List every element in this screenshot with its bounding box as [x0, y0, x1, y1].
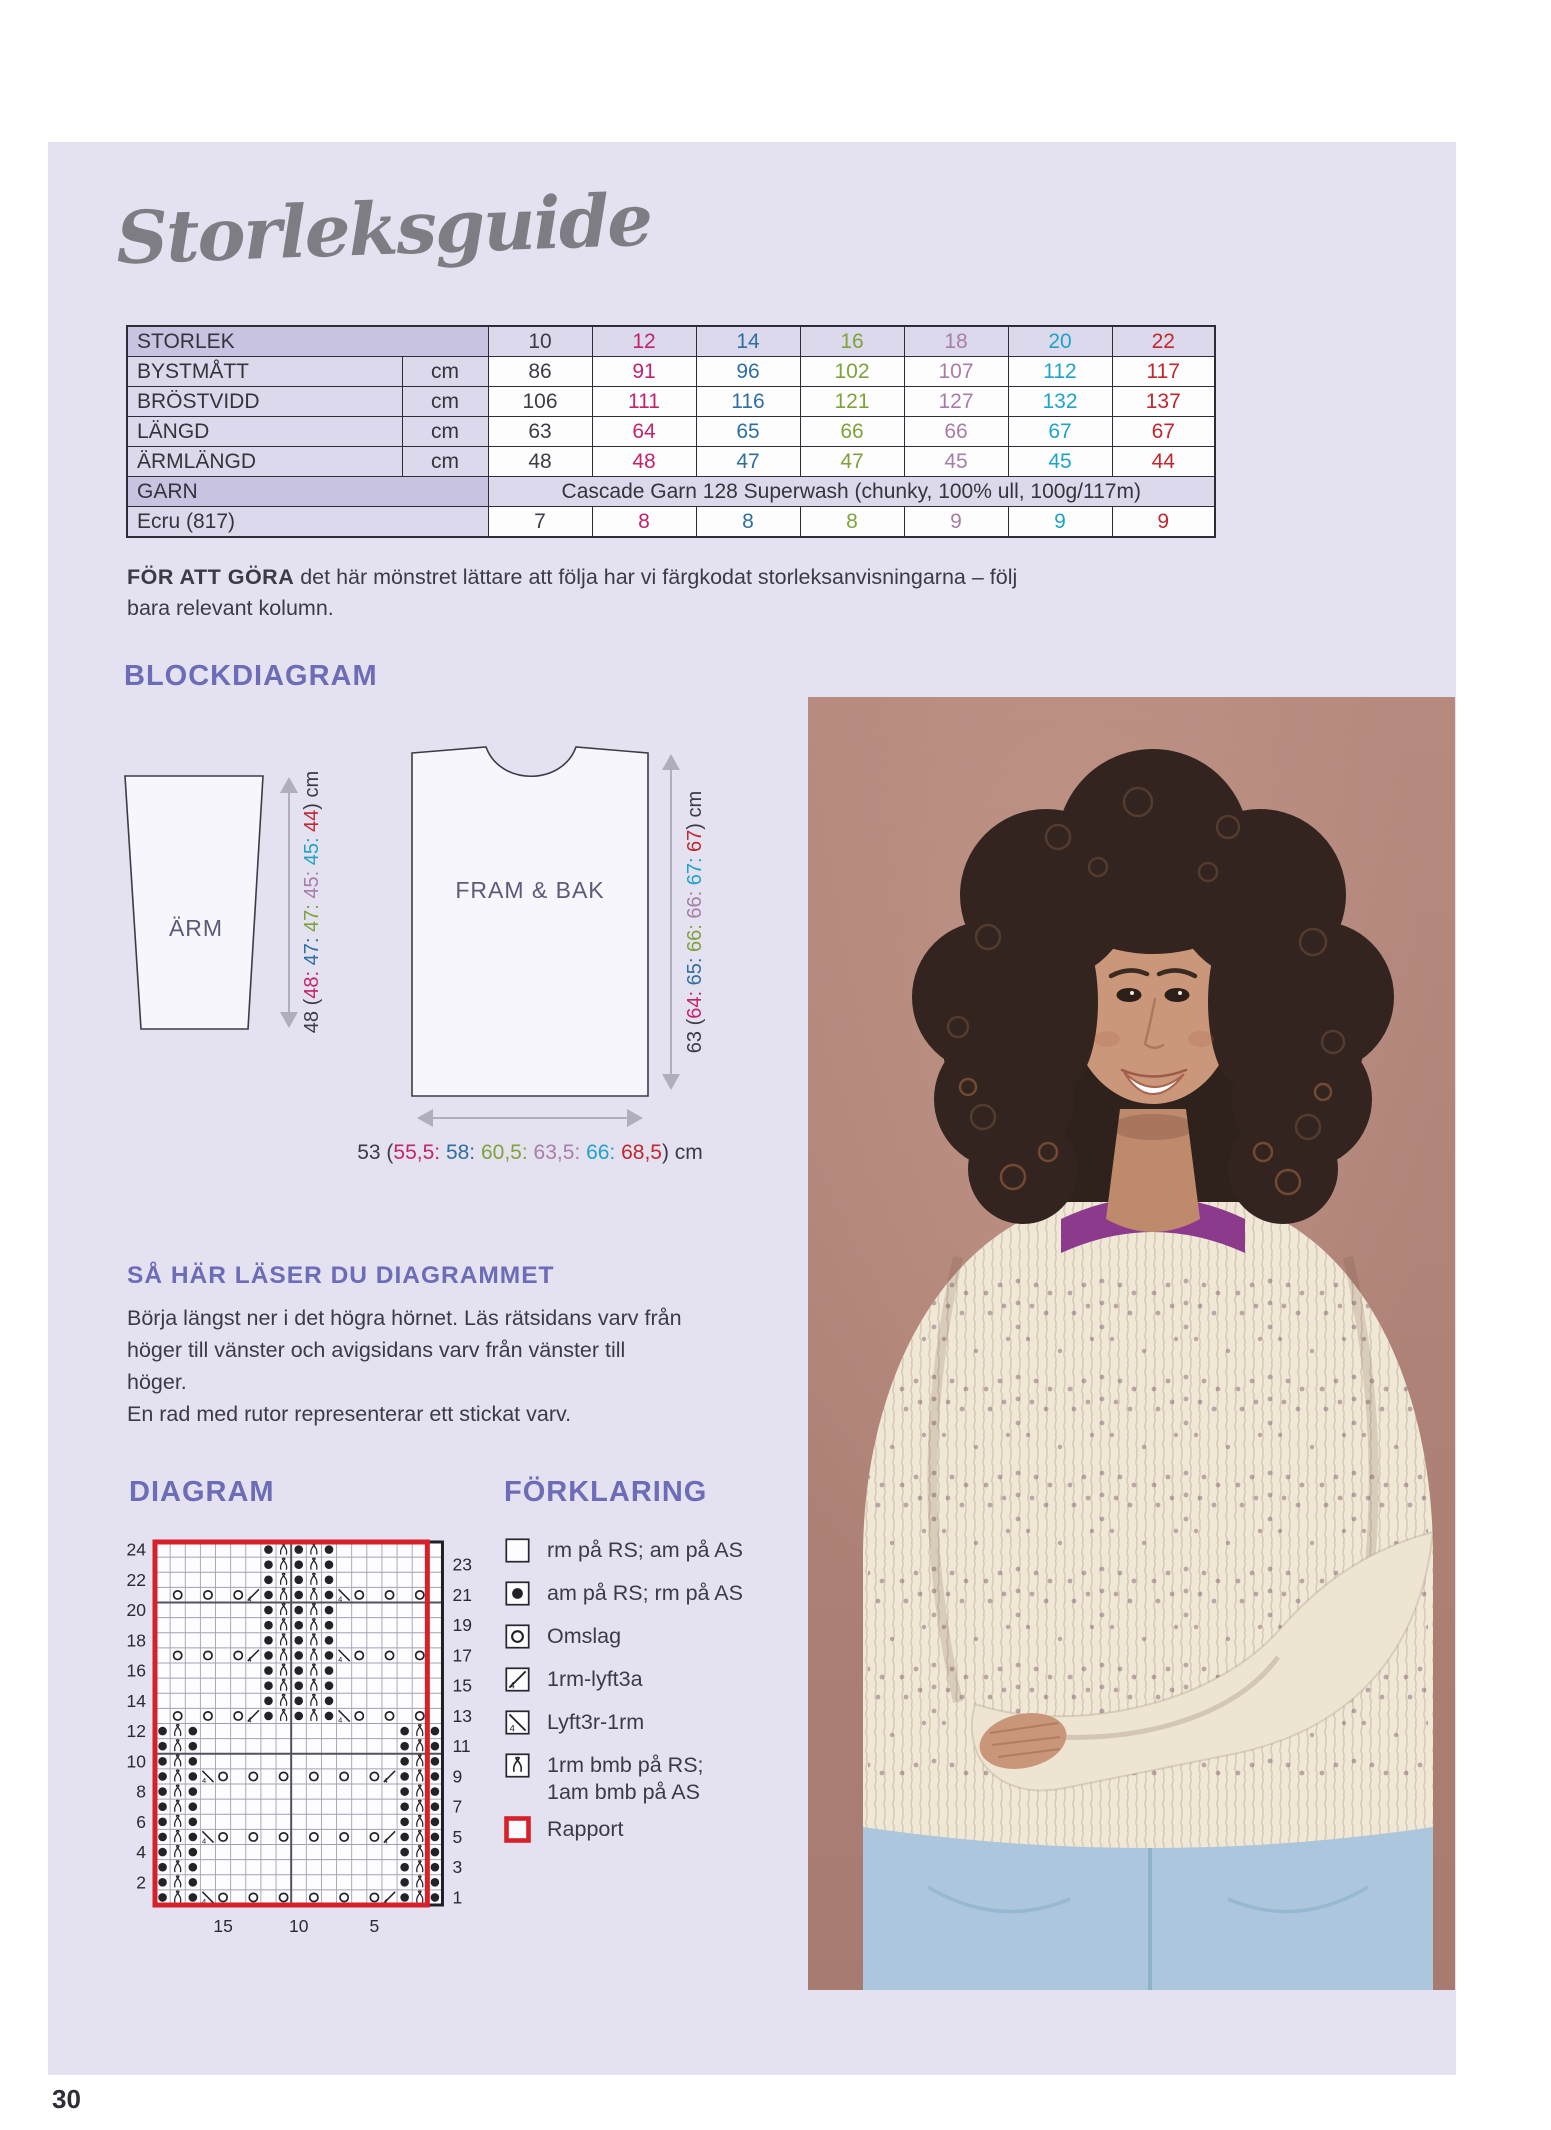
row-number-left: 2	[136, 1872, 146, 1893]
purl-dot-symbol	[325, 1591, 334, 1600]
svg-text:4: 4	[247, 1715, 252, 1725]
legend-item	[504, 1709, 644, 1736]
purl-dot-symbol	[264, 1636, 273, 1645]
purl-dot-symbol	[431, 1787, 440, 1796]
purl-dot-symbol	[294, 1636, 303, 1645]
row-number-left: 4	[136, 1842, 146, 1863]
measure-label: BRÖSTVIDD	[127, 387, 402, 417]
purl-dot-symbol	[189, 1893, 198, 1902]
body-label: FRAM & BAK	[455, 877, 605, 903]
purl-dot-symbol	[325, 1697, 334, 1706]
row-number-left: 6	[136, 1811, 146, 1832]
howto-text	[127, 1302, 687, 1430]
purl-dot-symbol	[431, 1742, 440, 1751]
size-header-value: 10	[488, 326, 592, 357]
purl-dot-symbol	[294, 1621, 303, 1630]
measure-value: 67	[1112, 417, 1215, 447]
purl-dot-symbol	[189, 1802, 198, 1811]
purl-dot-symbol	[294, 1545, 303, 1554]
purl-dot-symbol	[400, 1878, 409, 1887]
unit-cell: cm	[402, 417, 488, 447]
garn-value: Cascade Garn 128 Superwash (chunky, 100% ull, 100g/117m)	[488, 477, 1215, 507]
row-number-left: 18	[126, 1630, 146, 1651]
measure-value: 47	[800, 447, 904, 477]
legend-label: rm på RS; am på AS	[547, 1538, 743, 1562]
measure-value: 137	[1112, 387, 1215, 417]
size-header-value: 20	[1008, 326, 1112, 357]
purl-dot-symbol	[325, 1560, 334, 1569]
size-header-label: STORLEK	[127, 326, 488, 357]
measure-value: 66	[800, 417, 904, 447]
purl-dot-symbol	[431, 1893, 440, 1902]
size-guide-table	[126, 325, 1216, 538]
note-line2: bara relevant kolumn.	[127, 595, 334, 620]
purl-dot-symbol	[189, 1863, 198, 1872]
measure-value: 127	[904, 387, 1008, 417]
row-number-right: 9	[452, 1766, 463, 1787]
howto-line: Börja längst ner i det högra hörnet. Läs rätsidans varv från	[127, 1306, 682, 1330]
purl-dot-symbol	[325, 1606, 334, 1615]
yarn-amount-value: 9	[1112, 507, 1215, 538]
page-number: 30	[52, 2084, 81, 2114]
table-row	[127, 387, 1215, 417]
unit-cell: cm	[402, 387, 488, 417]
purl-dot-symbol	[264, 1545, 273, 1554]
purl-dot-symbol	[431, 1772, 440, 1781]
purl-dot-symbol	[158, 1727, 167, 1736]
howto-line: höger till vänster och avigsidans varv från vänster till höger.	[127, 1338, 626, 1394]
legend-label: Omslag	[547, 1624, 622, 1648]
purl-dot-symbol	[264, 1560, 273, 1569]
row-number-right: 19	[452, 1615, 472, 1636]
measure-value: 112	[1008, 357, 1112, 387]
purl-dot-symbol	[431, 1818, 440, 1827]
purl-dot-symbol	[189, 1757, 198, 1766]
purl-dot-symbol	[400, 1848, 409, 1857]
purl-dot-symbol	[431, 1878, 440, 1887]
row-number-right: 5	[452, 1826, 463, 1847]
row-number-left: 24	[126, 1539, 146, 1560]
purl-dot-symbol	[189, 1772, 198, 1781]
purl-dot-symbol	[400, 1727, 409, 1736]
row-number-right: 15	[452, 1675, 472, 1696]
legend-item	[504, 1752, 704, 1806]
size-header-value: 14	[696, 326, 800, 357]
legend-item	[504, 1666, 643, 1693]
purl-dot-symbol	[325, 1712, 334, 1721]
purl-dot-symbol	[400, 1772, 409, 1781]
schematic-diagram	[95, 735, 785, 1167]
measure-value: 91	[592, 357, 696, 387]
svg-text:4: 4	[338, 1594, 343, 1604]
purl-dot-symbol	[400, 1742, 409, 1751]
yarn-amount-value: 8	[800, 507, 904, 538]
purl-dot-symbol	[264, 1697, 273, 1706]
purl-dot-symbol	[400, 1787, 409, 1796]
row-number-left: 12	[126, 1721, 146, 1742]
purl-dot-symbol	[431, 1863, 440, 1872]
purl-dot-symbol	[264, 1666, 273, 1675]
knit-square-icon	[504, 1537, 531, 1564]
knitting-chart	[100, 1518, 500, 1950]
measure-value: 63	[488, 417, 592, 447]
row-number-left: 20	[126, 1600, 146, 1621]
unit-cell: cm	[402, 447, 488, 477]
purl-dot-symbol	[264, 1576, 273, 1585]
legend-item	[504, 1623, 621, 1650]
purl-dot-symbol	[158, 1787, 167, 1796]
purl-dot-symbol	[264, 1712, 273, 1721]
svg-text:4: 4	[509, 1723, 515, 1734]
table-row	[127, 447, 1215, 477]
size-header-value: 18	[904, 326, 1008, 357]
measure-value: 86	[488, 357, 592, 387]
yarn-amount-value: 7	[488, 507, 592, 538]
purl-dot-symbol	[294, 1712, 303, 1721]
purl-dot-symbol	[158, 1742, 167, 1751]
measure-value: 121	[800, 387, 904, 417]
size-header-value: 12	[592, 326, 696, 357]
sleeve-shape	[125, 776, 263, 1029]
slash4-icon	[504, 1666, 531, 1693]
purl-dot-symbol	[264, 1651, 273, 1660]
measure-value: 111	[592, 387, 696, 417]
measure-value: 107	[904, 357, 1008, 387]
svg-text:4: 4	[383, 1836, 388, 1846]
purl-dot-symbol	[294, 1591, 303, 1600]
row-number-right: 13	[452, 1705, 472, 1726]
purl-dot-symbol	[294, 1560, 303, 1569]
page-title: Storleksguide	[114, 176, 653, 281]
legend-label: Rapport	[547, 1817, 624, 1841]
purl-dot-symbol	[189, 1742, 198, 1751]
row-number-right: 21	[452, 1584, 472, 1605]
purl-dot-symbol	[400, 1833, 409, 1842]
svg-text:4: 4	[338, 1654, 343, 1664]
unit-cell: cm	[402, 357, 488, 387]
purl-dot-symbol	[431, 1727, 440, 1736]
purl-dot-symbol	[294, 1697, 303, 1706]
purl-dot-symbol	[431, 1848, 440, 1857]
legend-label: Lyft3r-1rm	[547, 1710, 645, 1734]
measure-label: BYSTMÅTT	[127, 357, 402, 387]
measure-value: 48	[592, 447, 696, 477]
row-number-left: 10	[126, 1751, 146, 1772]
measure-label: LÄNGD	[127, 417, 402, 447]
table-row	[127, 357, 1215, 387]
yarn-amount-value: 8	[592, 507, 696, 538]
measure-value: 47	[696, 447, 800, 477]
svg-text:4: 4	[247, 1594, 252, 1604]
purl-dot-symbol	[294, 1576, 303, 1585]
purl-dot-symbol	[325, 1651, 334, 1660]
svg-text:4: 4	[383, 1896, 388, 1906]
size-header-value: 22	[1112, 326, 1215, 357]
legend-item	[504, 1816, 624, 1843]
svg-text:4: 4	[201, 1775, 207, 1785]
purl-dot-symbol	[264, 1606, 273, 1615]
sleeve-label: ÄRM	[168, 915, 224, 941]
howto-line: En rad med rutor representerar ett stickat varv.	[127, 1402, 572, 1426]
sleeve-length-measure: 48 (48: 47: 47: 45: 45: 44) cm	[301, 770, 323, 1034]
purl-dot-symbol	[294, 1681, 303, 1690]
yarn-amount-value: 8	[696, 507, 800, 538]
legend-label: am på RS; rm på AS	[547, 1581, 743, 1605]
size-header-value: 16	[800, 326, 904, 357]
row-number-right: 11	[452, 1736, 471, 1757]
purl-dot-symbol	[158, 1863, 167, 1872]
row-number-right: 1	[452, 1887, 463, 1908]
garn-label: GARN	[127, 477, 488, 507]
purl-dot-symbol	[189, 1818, 198, 1827]
purl-dot-symbol	[431, 1833, 440, 1842]
yarn-color-label: Ecru (817)	[127, 507, 488, 538]
rapport-icon	[504, 1816, 531, 1843]
purl-dot-symbol	[294, 1666, 303, 1675]
purl-dot-symbol	[294, 1606, 303, 1615]
measure-value: 44	[1112, 447, 1215, 477]
purl-dot-symbol	[158, 1878, 167, 1887]
measure-label: ÄRMLÄNGD	[127, 447, 402, 477]
purl-dot-symbol	[325, 1636, 334, 1645]
purl-dot-symbol	[189, 1727, 198, 1736]
measure-value: 67	[1008, 417, 1112, 447]
measure-value: 66	[904, 417, 1008, 447]
svg-text:4: 4	[509, 1680, 515, 1691]
purl-dot-icon	[504, 1580, 531, 1607]
stitch-number: 10	[289, 1916, 309, 1936]
color-coding-note	[127, 562, 1087, 624]
purl-dot-symbol	[189, 1787, 198, 1796]
purl-dot-symbol	[325, 1666, 334, 1675]
purl-dot-symbol	[325, 1681, 334, 1690]
legend-heading: FÖRKLARING	[504, 1476, 708, 1508]
svg-text:4: 4	[247, 1654, 252, 1664]
purl-dot-symbol	[158, 1802, 167, 1811]
yarn-amount-row	[127, 507, 1215, 538]
purl-dot-symbol	[400, 1863, 409, 1872]
row-number-left: 22	[126, 1569, 146, 1590]
row-number-right: 23	[452, 1554, 472, 1575]
purl-dot-symbol	[400, 1818, 409, 1827]
measure-value: 65	[696, 417, 800, 447]
purl-dot-symbol	[158, 1848, 167, 1857]
howto-heading: SÅ HÄR LÄSER DU DIAGRAMMET	[127, 1262, 555, 1289]
purl-dot-symbol	[264, 1621, 273, 1630]
note-rest: det här mönstret lättare att följa har vi färgkodat storleksanvisningarna – följ	[294, 564, 1018, 589]
svg-text:4: 4	[201, 1836, 207, 1846]
purl-dot-symbol	[400, 1802, 409, 1811]
measure-value: 96	[696, 357, 800, 387]
purl-dot-symbol	[158, 1893, 167, 1902]
purl-dot-symbol	[325, 1576, 334, 1585]
backslash4-icon	[504, 1709, 531, 1736]
blockdiagram-heading: BLOCKDIAGRAM	[124, 660, 378, 692]
purl-dot-symbol	[158, 1818, 167, 1827]
legend-item	[504, 1537, 743, 1564]
measure-value: 117	[1112, 357, 1215, 387]
purl-dot-symbol	[264, 1681, 273, 1690]
legend-label: 1rm-lyft3a	[547, 1667, 643, 1691]
purl-dot-symbol	[325, 1545, 334, 1554]
purl-dot-symbol	[158, 1833, 167, 1842]
purl-dot-symbol	[158, 1772, 167, 1781]
row-number-left: 16	[126, 1660, 146, 1681]
purl-dot-symbol	[264, 1591, 273, 1600]
measure-value: 64	[592, 417, 696, 447]
table-row	[127, 417, 1215, 447]
measure-value: 116	[696, 387, 800, 417]
purl-dot-symbol	[325, 1621, 334, 1630]
row-number-left: 8	[136, 1781, 146, 1802]
measure-value: 45	[1008, 447, 1112, 477]
purl-dot-symbol	[189, 1833, 198, 1842]
purl-dot-symbol	[400, 1757, 409, 1766]
body-length-measure: 63 (64: 65: 66: 66: 67: 67) cm	[684, 790, 706, 1054]
body-width-measure: 53 (55,5: 58: 60,5: 63,5: 66: 68,5) cm	[357, 1141, 703, 1164]
yarn-amount-value: 9	[904, 507, 1008, 538]
measure-value: 45	[904, 447, 1008, 477]
legend-label: 1rm bmb på RS; 1am bmb på AS	[547, 1753, 704, 1804]
yarn-over-icon	[504, 1623, 531, 1650]
svg-text:4: 4	[338, 1715, 343, 1725]
row-number-right: 3	[452, 1857, 463, 1878]
purl-dot-symbol	[294, 1651, 303, 1660]
twist-loop-icon	[504, 1752, 531, 1779]
yarn-amount-value: 9	[1008, 507, 1112, 538]
row-number-left: 14	[126, 1690, 146, 1711]
row-number-right: 7	[452, 1796, 463, 1817]
measure-value: 48	[488, 447, 592, 477]
note-bold: FÖR ATT GÖRA	[127, 564, 295, 589]
purl-dot-symbol	[189, 1848, 198, 1857]
model-photo	[808, 697, 1455, 1990]
diagram-heading: DIAGRAM	[129, 1476, 275, 1508]
svg-text:4: 4	[201, 1896, 207, 1906]
measure-value: 102	[800, 357, 904, 387]
svg-text:4: 4	[383, 1775, 388, 1785]
purl-dot-symbol	[431, 1757, 440, 1766]
measure-value: 132	[1008, 387, 1112, 417]
body-shape	[412, 747, 648, 1096]
legend-item	[504, 1580, 743, 1607]
purl-dot-symbol	[189, 1878, 198, 1887]
table-header-row	[127, 326, 1215, 357]
row-number-right: 17	[452, 1645, 472, 1666]
purl-dot-symbol	[400, 1893, 409, 1902]
purl-dot-symbol	[158, 1757, 167, 1766]
purl-dot-symbol	[431, 1802, 440, 1811]
measure-value: 106	[488, 387, 592, 417]
garn-row	[127, 477, 1215, 507]
stitch-number: 15	[213, 1916, 233, 1936]
stitch-number: 5	[369, 1916, 380, 1936]
